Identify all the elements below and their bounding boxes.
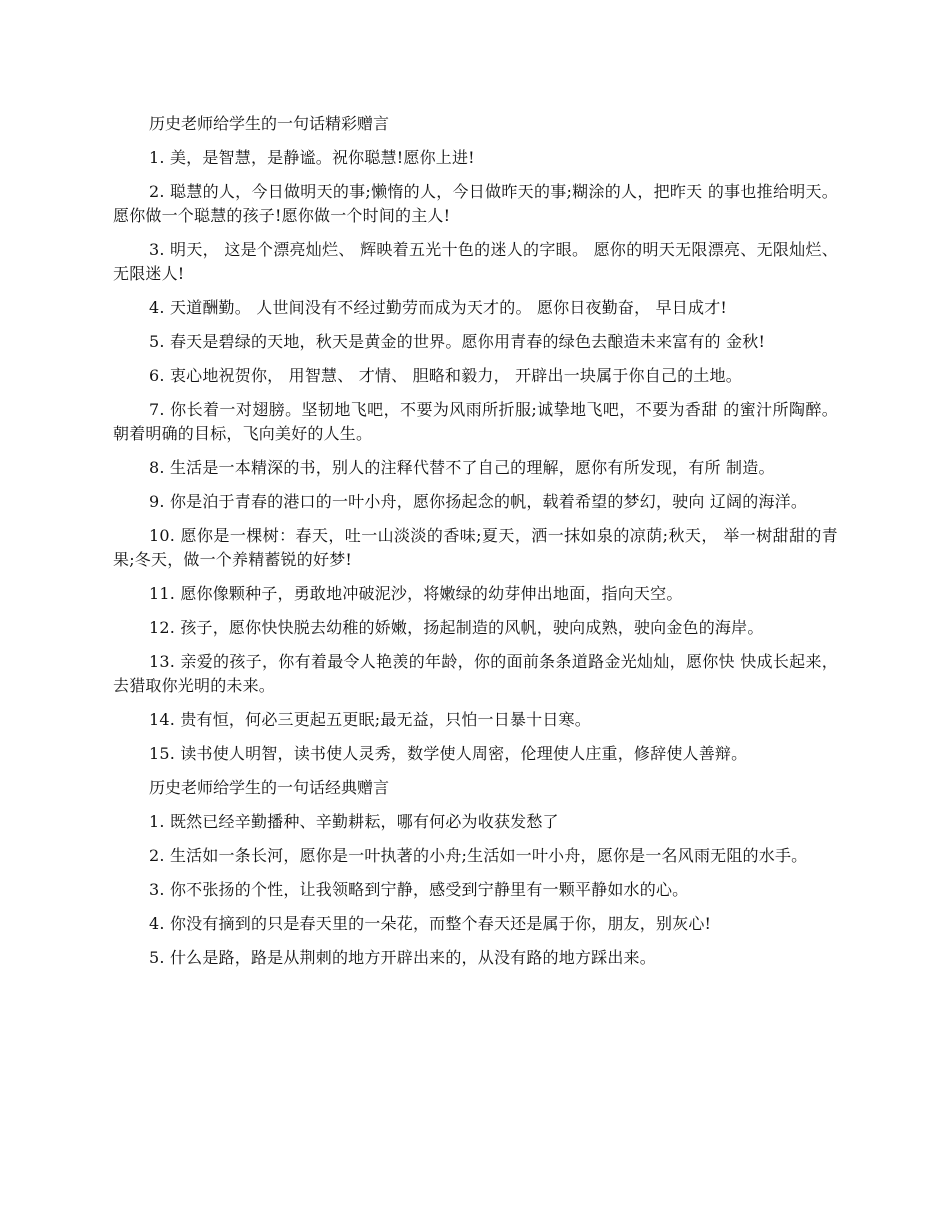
section-2-heading: 历史老师给学生的一句话经典赠言 xyxy=(149,778,390,797)
section-1-item-14: 14. 贵有恒，何必三更起五更眠;最无益，只怕一日暴十日寒。 xyxy=(149,710,591,729)
section-1-item-12: 12. 孩子，愿你快快脱去幼稚的娇嫩，扬起制造的风帆，驶向成熟，驶向金色的海岸。 xyxy=(149,618,764,637)
section-1-item-8: 8. 生活是一本精深的书，别人的注释代替不了自己的理解，愿你有所发现，有所 制造。 xyxy=(149,458,775,477)
section-2-item-4: 4. 你没有摘到的只是春天里的一朵花，而整个春天还是属于你，朋友，别灰心! xyxy=(149,914,712,933)
section-1-item-6: 6. 衷心地祝贺你， 用智慧、 才情、 胆略和毅力， 开辟出一块属于你自己的土地。 xyxy=(149,366,742,385)
section-1-item-10: 10. 愿你是一棵树：春天，吐一山淡淡的香味;夏天，洒一抹如泉的凉荫;秋天， 举一树甜甜的青果;冬天，做一个养精蓄锐的好梦! xyxy=(113,526,838,569)
section-2-item-2: 2. 生活如一条长河，愿你是一叶执著的小舟;生活如一叶小舟，愿你是一名风雨无阻的水手。 xyxy=(149,846,808,865)
section-2-item-5: 5. 什么是路，路是从荆刺的地方开辟出来的，从没有路的地方踩出来。 xyxy=(149,948,656,967)
section-1-heading: 历史老师给学生的一句话精彩赠言 xyxy=(149,114,390,133)
section-1-item-15: 15. 读书使人明智，读书使人灵秀，数学使人周密，伦理使人庄重，修辞使人善辩。 xyxy=(149,744,748,763)
section-1-item-5: 5. 春天是碧绿的天地，秋天是黄金的世界。愿你用青春的绿色去酿造未来富有的 金秋! xyxy=(149,332,766,351)
section-1-item-13: 13. 亲爱的孩子，你有着最令人艳羡的年龄，你的面前条条道路金光灿灿，愿你快 快成长起来，去猎取你光明的未来。 xyxy=(113,652,838,695)
section-1-item-7: 7. 你长着一对翅膀。坚韧地飞吧，不要为风雨所折服;诚挚地飞吧，不要为香甜 的蜜汁所陶醉。朝着明确的目标，飞向美好的人生。 xyxy=(113,400,838,443)
section-2-item-1: 1. 既然已经辛勤播种、辛勤耕耘，哪有何必为收获发愁了 xyxy=(149,812,559,831)
section-1-item-3: 3. 明天， 这是个漂亮灿烂、 辉映着五光十色的迷人的字眼。 愿你的明天无限漂亮、无限灿烂、无限迷人! xyxy=(113,240,838,283)
section-1-item-1: 1. 美，是智慧，是静谧。祝你聪慧!愿你上进! xyxy=(149,148,475,167)
section-1-item-11: 11. 愿你像颗种子，勇敢地冲破泥沙，将嫩绿的幼芽伸出地面，指向天空。 xyxy=(149,584,683,603)
section-2-item-3: 3. 你不张扬的个性，让我领略到宁静，感受到宁静里有一颗平静如水的心。 xyxy=(149,880,689,899)
document-body xyxy=(113,112,838,980)
section-1-item-9: 9. 你是泊于青春的港口的一叶小舟，愿你扬起念的帆，载着希望的梦幻，驶向 辽阔的海洋。 xyxy=(149,492,808,511)
section-1-item-4: 4. 天道酬勤。 人世间没有不经过勤劳而成为天才的。 愿你日夜勤奋， 早日成才! xyxy=(149,298,728,317)
section-1-item-2: 2. 聪慧的人，今日做明天的事;懒惰的人，今日做昨天的事;糊涂的人，把昨天 的事也推给明天。愿你做一个聪慧的孩子!愿你做一个时间的主人! xyxy=(113,182,838,225)
